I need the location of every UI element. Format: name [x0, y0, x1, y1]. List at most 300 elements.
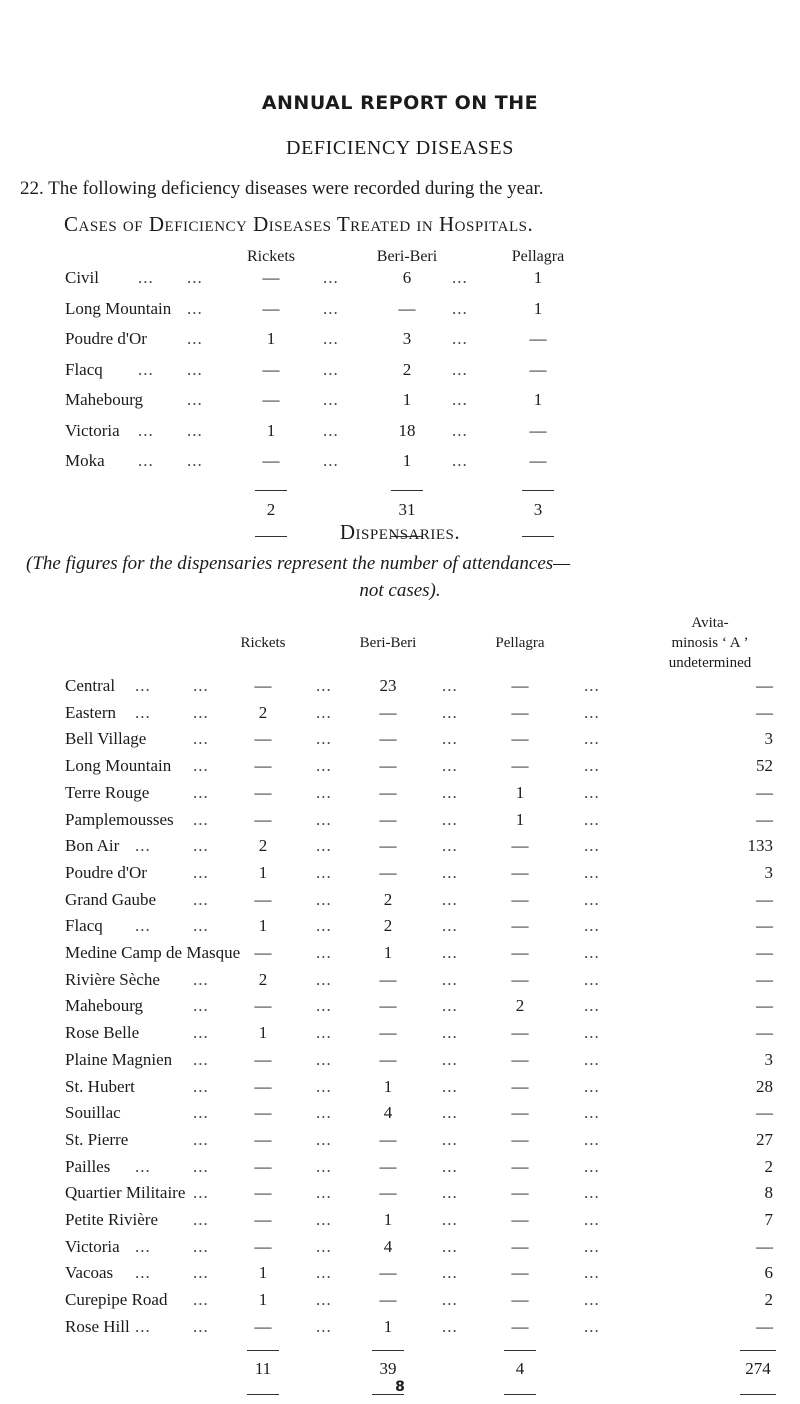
leader-dots: ...	[316, 782, 332, 802]
leader-dots: ...	[584, 1290, 600, 1310]
dispensary-cell: 4	[383, 1103, 393, 1123]
leader-dots: ...	[323, 420, 339, 440]
dispensary-row	[0, 1050, 800, 1080]
dispensary-name: Grand Gaube	[65, 889, 157, 909]
leader-dots: ...	[316, 1103, 332, 1123]
leader-dots: ...	[193, 1183, 209, 1203]
dispensary-cell: 1	[258, 916, 268, 936]
leader-dots: ...	[323, 390, 339, 409]
leader-dots: ...	[187, 329, 203, 348]
dispensary-cell: 2	[258, 702, 268, 722]
dispensary-name: Curepipe Road	[65, 1290, 168, 1310]
dispensary-cell: 2	[258, 836, 268, 856]
hospital-cell: —	[529, 359, 547, 379]
dispensary-cell: —	[379, 1183, 397, 1203]
leader-dots: ...	[193, 1076, 209, 1096]
dispensary-cell: 1	[383, 943, 393, 962]
leader-dots: ...	[442, 809, 458, 829]
dispensary-cell: —	[756, 1236, 773, 1256]
leader-dots: ...	[584, 996, 600, 1016]
dispensary-cell: —	[511, 1183, 529, 1203]
hospital-cell: —	[262, 359, 280, 379]
dispensary-cell: 23	[379, 676, 397, 695]
dispensary-cell: —	[254, 1103, 272, 1123]
page-number: 8	[395, 1379, 405, 1395]
leader-dots: ...	[316, 809, 332, 829]
dispensary-cell: —	[379, 1023, 397, 1043]
leader-dots: ...	[442, 889, 458, 909]
leader-dots: ...	[452, 268, 468, 287]
dispensary-row	[0, 676, 800, 706]
dispensary-row	[0, 703, 800, 733]
leader-dots: ...	[316, 702, 332, 722]
leader-dots: ...	[584, 676, 600, 695]
dispensary-name: Vacoas	[65, 1263, 114, 1283]
leader-dots: ...	[442, 1129, 458, 1149]
leader-dots: ...	[442, 1236, 458, 1256]
total-rule	[740, 1350, 776, 1351]
dispensary-name: Poudre d'Or	[65, 862, 147, 882]
leader-dots: ...	[442, 1210, 458, 1229]
hospital-cell: 1	[533, 390, 543, 409]
dispensary-cell: —	[379, 809, 397, 829]
dispensary-cell: 8	[764, 1183, 773, 1203]
hospital-col-header: Rickets	[247, 248, 295, 265]
leader-dots: ...	[442, 916, 458, 936]
dispensary-total: 39	[379, 1358, 397, 1378]
leader-dots: ...	[193, 782, 209, 802]
leader-dots: ...	[442, 1076, 458, 1096]
dispensary-cell: —	[511, 916, 529, 936]
leader-dots: ...	[584, 1049, 600, 1069]
total-rule	[247, 1350, 279, 1351]
leader-dots: ...	[584, 1183, 600, 1203]
leader-dots: ...	[135, 836, 151, 856]
dispensary-row	[0, 1317, 800, 1347]
dispensary-cell: —	[254, 1156, 272, 1176]
total-rule	[255, 490, 287, 491]
leader-dots: ...	[584, 916, 600, 936]
leader-dots: ...	[442, 729, 458, 749]
dispensary-cell: —	[511, 1156, 529, 1176]
hospital-cell: 18	[398, 420, 416, 440]
leader-dots: ...	[316, 676, 332, 695]
hospital-name: Flacq	[65, 359, 103, 379]
hospital-cell: —	[262, 451, 280, 470]
dispensary-name: Rose Hill	[65, 1316, 130, 1336]
leader-dots: ...	[316, 1263, 332, 1283]
dispensary-row	[0, 1183, 800, 1213]
leader-dots: ...	[193, 1316, 209, 1336]
dispensary-cell: 28	[756, 1076, 773, 1096]
leader-dots: ...	[584, 702, 600, 722]
hospital-row	[0, 268, 800, 298]
col-header-avitaminosis-line-3: undetermined	[668, 655, 752, 671]
dispensary-name: Long Mountain	[65, 756, 172, 776]
leader-dots: ...	[193, 756, 209, 776]
leader-dots: ...	[316, 729, 332, 749]
dispensary-cell: —	[511, 1103, 529, 1123]
leader-dots: ...	[442, 782, 458, 802]
leader-dots: ...	[452, 390, 468, 409]
leader-dots: ...	[316, 943, 332, 962]
leader-dots: ...	[316, 889, 332, 909]
hospital-cell: —	[529, 420, 547, 440]
hospital-col-header: Beri-Beri	[376, 248, 438, 265]
hospital-cell: —	[529, 451, 547, 470]
leader-dots: ...	[584, 1076, 600, 1096]
leader-dots: ...	[584, 1236, 600, 1256]
leader-dots: ...	[193, 969, 209, 989]
leader-dots: ...	[584, 969, 600, 989]
leader-dots: ...	[584, 943, 600, 962]
dispensary-cell: 7	[764, 1210, 773, 1229]
dispensary-row	[0, 1263, 800, 1293]
leader-dots: ...	[187, 359, 203, 379]
dispensary-cell: 2	[515, 996, 525, 1016]
dispensary-cell: —	[511, 1290, 529, 1310]
dispensary-name: Pamplemousses	[65, 809, 174, 829]
leader-dots: ...	[323, 451, 339, 470]
dispensary-cell: 27	[756, 1129, 773, 1149]
leader-dots: ...	[323, 359, 339, 379]
leader-dots: ...	[193, 836, 209, 856]
leader-dots: ...	[584, 729, 600, 749]
leader-dots: ...	[452, 298, 468, 318]
leader-dots: ...	[584, 889, 600, 909]
leader-dots: ...	[316, 1316, 332, 1336]
leader-dots: ...	[193, 1156, 209, 1176]
hospital-total: 3	[533, 499, 543, 519]
dispensary-row	[0, 1023, 800, 1053]
dispensaries-note-line-1: (The figures for the dispensaries represent the number of attendances—	[26, 553, 571, 574]
dispensary-cell: 1	[383, 1210, 393, 1229]
leader-dots: ...	[193, 809, 209, 829]
dispensary-cell: 2	[764, 1156, 773, 1176]
leader-dots: ...	[193, 1210, 209, 1229]
leader-dots: ...	[584, 756, 600, 776]
total-rule	[391, 490, 423, 491]
leader-dots: ...	[135, 702, 151, 722]
hospital-cell: —	[398, 298, 416, 318]
dispensary-cell: —	[756, 1103, 773, 1123]
leader-dots: ...	[584, 809, 600, 829]
dispensary-cell: —	[379, 782, 397, 802]
dispensary-row	[0, 783, 800, 813]
dispensary-name: Bell Village	[65, 729, 147, 749]
dispensary-cell: —	[379, 862, 397, 882]
hospital-cell: —	[529, 329, 547, 348]
dispensary-cell: 1	[383, 1316, 393, 1336]
leader-dots: ...	[316, 1076, 332, 1096]
dispensary-cell: —	[254, 809, 272, 829]
leader-dots: ...	[584, 1263, 600, 1283]
leader-dots: ...	[135, 676, 151, 695]
leader-dots: ...	[584, 1103, 600, 1123]
dispensary-cell: 2	[764, 1290, 773, 1310]
dispensary-cell: —	[379, 702, 397, 722]
hospital-cell: 1	[402, 451, 412, 470]
col-header-avitaminosis-line-2: minosis ‘ A ’	[671, 635, 749, 651]
hospital-total: 31	[398, 499, 416, 519]
dispensary-total: 4	[515, 1358, 525, 1378]
dispensary-cell: —	[379, 1290, 397, 1310]
dispensary-cell: —	[254, 889, 272, 909]
leader-dots: ...	[193, 1263, 209, 1283]
leader-dots: ...	[193, 889, 209, 909]
leader-dots: ...	[442, 1263, 458, 1283]
leader-dots: ...	[193, 1236, 209, 1256]
dispensary-name: Quartier Militaire	[65, 1183, 186, 1203]
leader-dots: ...	[316, 1210, 332, 1229]
dispensary-cell: —	[756, 676, 773, 695]
leader-dots: ...	[316, 1236, 332, 1256]
leader-dots: ...	[316, 916, 332, 936]
leader-dots: ...	[442, 1290, 458, 1310]
dispensary-name: St. Hubert	[65, 1076, 135, 1096]
leader-dots: ...	[193, 702, 209, 722]
dispensary-row	[0, 1290, 800, 1320]
dispensary-cell: —	[254, 756, 272, 776]
dispensary-cell: —	[254, 782, 272, 802]
hospital-cell: —	[262, 268, 280, 287]
leader-dots: ...	[442, 996, 458, 1016]
dispensary-cell: 133	[747, 836, 773, 856]
leader-dots: ...	[187, 390, 203, 409]
dispensary-row	[0, 1157, 800, 1187]
dispensary-name: Mahebourg	[65, 996, 144, 1016]
hospital-cell: —	[262, 298, 280, 318]
leader-dots: ...	[452, 329, 468, 348]
leader-dots: ...	[135, 1263, 151, 1283]
dispensary-row	[0, 1077, 800, 1107]
dispensary-cell: 2	[258, 969, 268, 989]
leader-dots: ...	[452, 359, 468, 379]
leader-dots: ...	[316, 1156, 332, 1176]
hospital-name: Victoria	[65, 420, 120, 440]
dispensary-cell: —	[379, 729, 397, 749]
leader-dots: ...	[193, 1049, 209, 1069]
dispensary-cell: —	[254, 729, 272, 749]
dispensary-name: Plaine Magnien	[65, 1049, 173, 1069]
dispensary-name: Petite Rivière	[65, 1210, 159, 1229]
leader-dots: ...	[316, 756, 332, 776]
dispensary-cell: —	[511, 836, 529, 856]
dispensary-cell: —	[254, 996, 272, 1016]
leader-dots: ...	[442, 836, 458, 856]
total-rule	[504, 1350, 536, 1351]
dispensary-cell: —	[511, 676, 529, 695]
leader-dots: ...	[138, 451, 154, 470]
dispensary-cell: —	[379, 836, 397, 856]
total-rule	[372, 1350, 404, 1351]
dispensary-cell: —	[756, 1023, 773, 1043]
leader-dots: ...	[316, 836, 332, 856]
dispensary-cell: —	[756, 889, 773, 909]
dispensary-cell: 1	[515, 782, 525, 802]
hospital-cell: 2	[402, 359, 412, 379]
leader-dots: ...	[584, 1023, 600, 1043]
leader-dots: ...	[316, 1049, 332, 1069]
dispensary-cell: —	[254, 1316, 272, 1336]
intro-paragraph: 22. The following deficiency diseases were recorded during the year.	[20, 178, 544, 199]
leader-dots: ...	[442, 862, 458, 882]
leader-dots: ...	[584, 836, 600, 856]
dispensary-cell: 1	[258, 1263, 268, 1283]
hospital-cell: 1	[533, 298, 543, 318]
dispensary-cell: 1	[383, 1076, 393, 1096]
hospital-row	[0, 421, 800, 451]
dispensary-cell: —	[511, 1049, 529, 1069]
col-header-avitaminosis-line-1: Avita-	[691, 615, 729, 631]
leader-dots: ...	[135, 1236, 151, 1256]
dispensary-cell: 3	[764, 1049, 773, 1069]
dispensary-row	[0, 863, 800, 893]
dispensary-row	[0, 1237, 800, 1267]
hospital-row	[0, 329, 800, 359]
total-rule	[522, 490, 554, 491]
dispensary-cell: —	[254, 1076, 272, 1096]
dispensary-row	[0, 970, 800, 1000]
leader-dots: ...	[193, 676, 209, 695]
dispensary-cell: —	[756, 809, 773, 829]
dispensary-total: 11	[254, 1358, 272, 1378]
dispensary-cell: —	[511, 1129, 529, 1149]
leader-dots: ...	[442, 676, 458, 695]
leader-dots: ...	[135, 1316, 151, 1336]
dispensary-cell: —	[254, 1210, 272, 1229]
dispensary-name: Bon Air	[65, 836, 120, 856]
leader-dots: ...	[187, 420, 203, 440]
dispensary-row	[0, 996, 800, 1026]
dispensary-cell: —	[379, 969, 397, 989]
leader-dots: ...	[323, 298, 339, 318]
leader-dots: ...	[316, 862, 332, 882]
leader-dots: ...	[138, 420, 154, 440]
leader-dots: ...	[316, 1023, 332, 1043]
leader-dots: ...	[187, 268, 203, 287]
leader-dots: ...	[584, 1316, 600, 1336]
leader-dots: ...	[187, 298, 203, 318]
col-header-rickets: Rickets	[240, 635, 286, 651]
leader-dots: ...	[323, 329, 339, 348]
leader-dots: ...	[323, 268, 339, 287]
dispensaries-table-title: Dispensaries.	[339, 520, 461, 544]
dispensary-row	[0, 729, 800, 759]
leader-dots: ...	[442, 1183, 458, 1203]
dispensary-cell: —	[511, 729, 529, 749]
leader-dots: ...	[452, 451, 468, 470]
leader-dots: ...	[442, 1156, 458, 1176]
leader-dots: ...	[442, 969, 458, 989]
dispensary-cell: —	[379, 996, 397, 1016]
dispensary-cell: —	[756, 1316, 773, 1336]
dispensary-cell: —	[511, 1263, 529, 1283]
leader-dots: ...	[193, 1290, 209, 1310]
dispensary-row	[0, 836, 800, 866]
leader-dots: ...	[584, 1210, 600, 1229]
dispensary-cell: —	[254, 1183, 272, 1203]
dispensary-row	[0, 810, 800, 840]
dispensary-cell: —	[254, 676, 272, 695]
hospital-cell: —	[262, 390, 280, 409]
dispensary-cell: —	[379, 1129, 397, 1149]
leader-dots: ...	[316, 1129, 332, 1149]
leader-dots: ...	[316, 1290, 332, 1310]
dispensary-cell: —	[511, 1023, 529, 1043]
leader-dots: ...	[135, 916, 151, 936]
leader-dots: ...	[138, 359, 154, 379]
dispensary-cell: —	[511, 889, 529, 909]
dispensary-row	[0, 890, 800, 920]
dispensary-row	[0, 1130, 800, 1160]
dispensary-cell: —	[511, 1210, 529, 1229]
leader-dots: ...	[193, 862, 209, 882]
hospital-cell: 1	[266, 329, 276, 348]
hospital-cell: 1	[266, 420, 276, 440]
dispensary-name: Souillac	[65, 1103, 121, 1123]
dispensary-cell: —	[511, 969, 529, 989]
leader-dots: ...	[193, 1023, 209, 1043]
leader-dots: ...	[584, 862, 600, 882]
dispensary-cell: —	[756, 916, 773, 936]
hospital-row	[0, 451, 800, 481]
dispensary-cell: 1	[258, 862, 268, 882]
hospital-cell: 1	[402, 390, 412, 409]
dispensary-name: Pailles	[65, 1156, 111, 1176]
dispensary-cell: 2	[383, 916, 393, 936]
dispensary-cell: —	[511, 862, 529, 882]
dispensary-cell: 4	[383, 1236, 393, 1256]
dispensary-row	[0, 1103, 800, 1133]
leader-dots: ...	[138, 268, 154, 287]
leader-dots: ...	[193, 916, 209, 936]
leader-dots: ...	[442, 1316, 458, 1336]
hospital-cell: 3	[402, 329, 412, 348]
dispensary-cell: 3	[764, 729, 773, 749]
hospitals-table-title: Cases of Deficiency Diseases Treated in Hospitals.	[64, 212, 534, 236]
dispensary-cell: —	[756, 782, 773, 802]
leader-dots: ...	[193, 729, 209, 749]
dispensary-name: St. Pierre	[65, 1129, 129, 1149]
dispensary-name: Terre Rouge	[65, 782, 150, 802]
dispensary-name: Medine Camp de Masque	[65, 943, 241, 962]
dispensary-name: Flacq	[65, 916, 103, 936]
leader-dots: ...	[584, 1129, 600, 1149]
dispensary-name: Eastern	[65, 702, 116, 722]
leader-dots: ...	[316, 996, 332, 1016]
dispensary-row	[0, 756, 800, 786]
dispensary-cell: —	[254, 943, 272, 962]
dispensary-cell: —	[254, 1129, 272, 1149]
leader-dots: ...	[442, 943, 458, 962]
hospital-col-header: Pellagra	[511, 248, 565, 265]
dispensary-cell: —	[511, 943, 529, 962]
section-title: DEFICIENCY DISEASES	[286, 137, 514, 159]
dispensary-cell: —	[379, 1263, 397, 1283]
hospital-name: Moka	[65, 451, 105, 470]
dispensary-cell: 1	[515, 809, 525, 829]
dispensary-cell: 1	[258, 1023, 268, 1043]
dispensary-row	[0, 1210, 800, 1240]
hospital-row	[0, 390, 800, 420]
leader-dots: ...	[584, 1156, 600, 1176]
leader-dots: ...	[316, 969, 332, 989]
leader-dots: ...	[316, 1183, 332, 1203]
hospital-total: 2	[266, 499, 276, 519]
leader-dots: ...	[584, 782, 600, 802]
dispensary-cell: —	[756, 702, 773, 722]
